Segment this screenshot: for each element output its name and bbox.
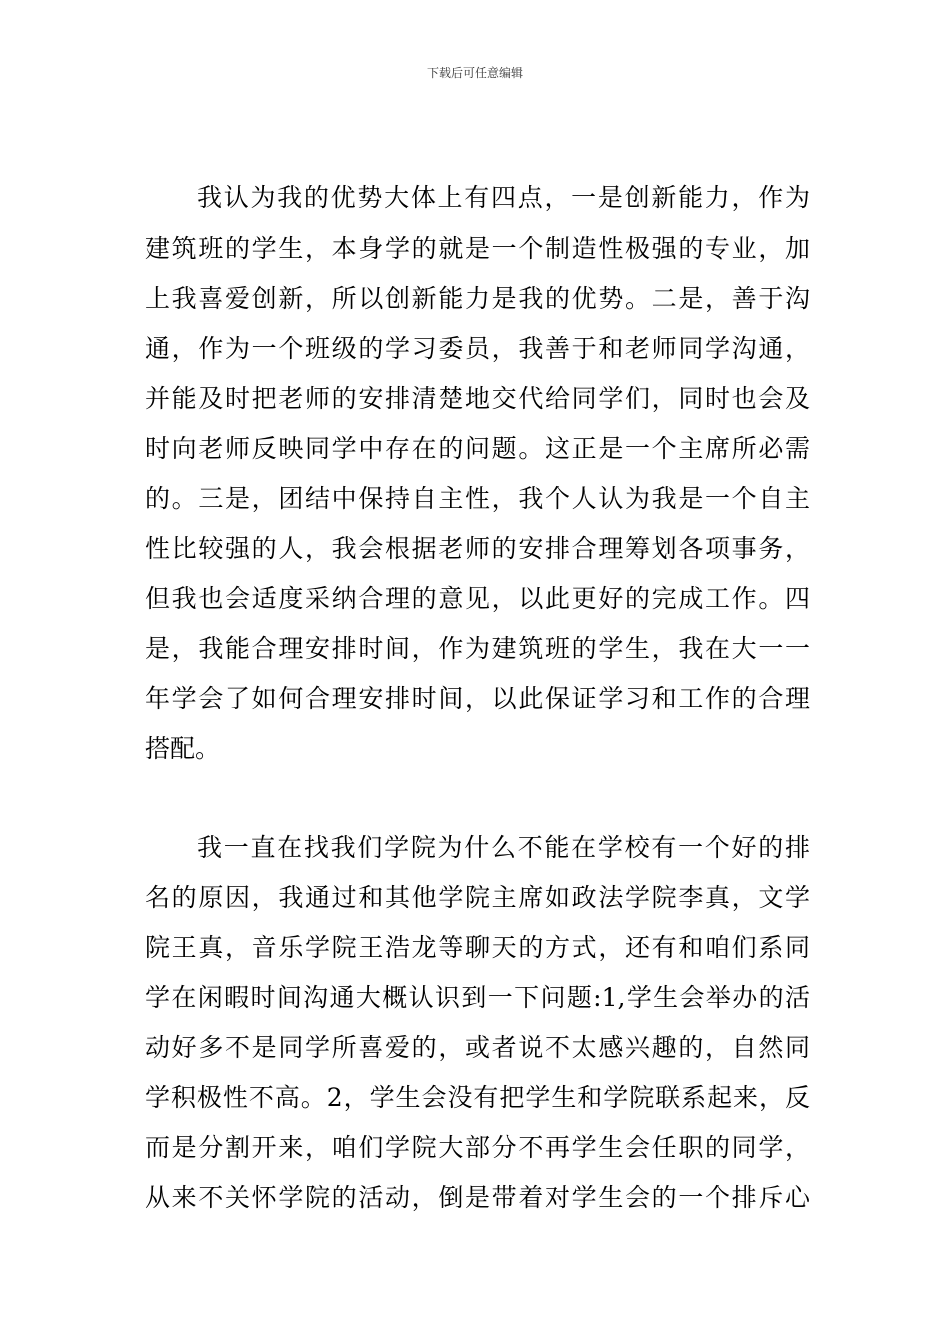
paragraph-1-line-2: 建筑班的学生，本身学的就是一个制造性极强的专业，加 <box>145 234 810 263</box>
paragraph-2-line-7: 而是分割开来，咱们学院大部分不再学生会任职的同学， <box>145 1133 810 1162</box>
paragraph-1-line-11: 年学会了如何合理安排时间，以此保证学习和工作的合理 <box>145 684 810 713</box>
paragraph-2-line-4: 学在闲暇时间沟通大概认识到一下问题:1,学生会举办的活 <box>145 983 810 1012</box>
paragraph-2-line-8: 从来不关怀学院的活动，倒是带着对学生会的一个排斥心 <box>145 1183 810 1212</box>
paragraph-1-line-6: 时向老师反映同学中存在的问题。这正是一个主席所必需 <box>145 434 810 463</box>
paragraph-1-line-1: 我认为我的优势大体上有四点，一是创新能力，作为 <box>197 183 810 212</box>
paragraph-1-line-5: 并能及时把老师的安排清楚地交代给同学们，同时也会及 <box>145 384 810 413</box>
paragraph-2-line-6: 学积极性不高。2，学生会没有把学生和学院联系起来，反 <box>145 1083 810 1112</box>
paragraph-2-line-5: 动好多不是同学所喜爱的，或者说不太感兴趣的，自然同 <box>145 1033 810 1062</box>
paragraph-2-line-2: 名的原因，我通过和其他学院主席如政法学院李真，文学 <box>145 883 810 912</box>
paragraph-1-line-10: 是，我能合理安排时间，作为建筑班的学生，我在大一一 <box>145 634 810 663</box>
paragraph-1-line-12: 搭配。 <box>145 734 221 763</box>
paragraph-1-line-3: 上我喜爱创新，所以创新能力是我的优势。二是，善于沟 <box>145 284 810 313</box>
paragraph-2-line-3: 院王真，音乐学院王浩龙等聊天的方式，还有和咱们系同 <box>145 933 810 962</box>
paragraph-1-line-4: 通，作为一个班级的学习委员，我善于和老师同学沟通， <box>145 334 810 363</box>
paragraph-1-line-7: 的。三是，团结中保持自主性，我个人认为我是一个自主 <box>145 484 810 513</box>
page-header: 下载后可任意编辑 <box>426 66 523 80</box>
paragraph-1-line-9: 但我也会适度采纳合理的意见，以此更好的完成工作。四 <box>145 584 810 613</box>
paragraph-2-line-1: 我一直在找我们学院为什么不能在学校有一个好的排 <box>197 833 810 862</box>
paragraph-1-line-8: 性比较强的人，我会根据老师的安排合理筹划各项事务， <box>145 534 810 563</box>
